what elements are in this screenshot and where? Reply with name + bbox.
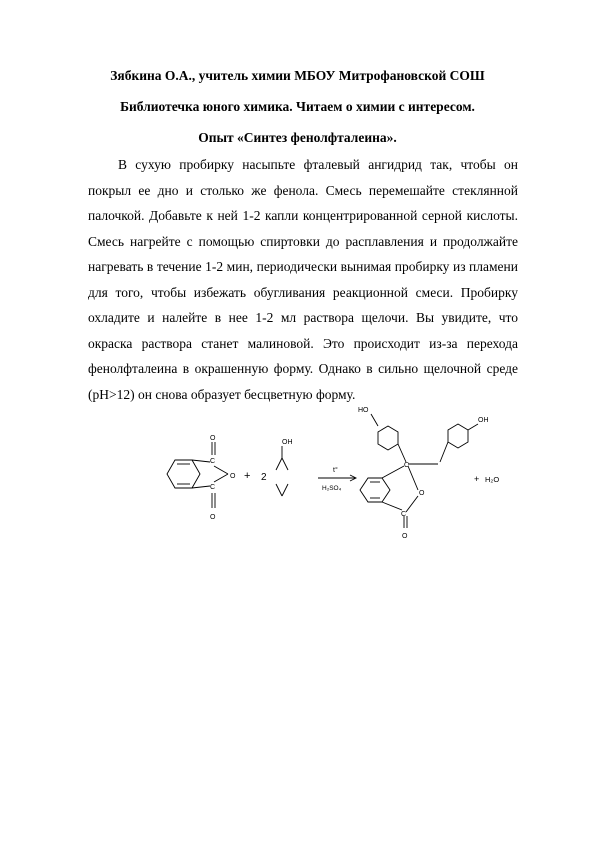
experiment-title: Опыт «Синтез фенолфталеина». — [198, 130, 397, 145]
arrow-condition-bottom: H₂SO₄ — [322, 485, 342, 492]
product-o-ring: O — [419, 490, 425, 497]
phenol-coefficient: 2 — [261, 472, 267, 483]
series-title: Библиотечка юного химика. Читаем о химии с интересом. — [120, 99, 475, 114]
anhydride-o-ring: O — [230, 473, 236, 480]
phenol-oh: OH — [282, 439, 293, 446]
water: H₂O — [485, 475, 500, 484]
instructions-paragraph: В сухую пробирку насыпьте фталевый ангидрид так, чтобы он покрыл ее дно и столько же фенола. Смесь перемешайте стеклянной палочкой. Добавьте к ней 1-2 капли концентрированной серной кислоты. Смесь нагрейте с помощью спиртовки до расплавления и продолжайте нагревать в течение 1-2 мин, периодически вынимая пробирку из пламени для того, чтобы избежать обугливания реакционной смеси. Пробирку охладите и налейте в нее 1-2 мл раствора щелочи. Вы увидите, что окраска раствора станет малиновой. Это происходит из-за перехода фенолфталеина в окрашенную форму. Однако в сильно щелочной среде (pH>12) он снова образует бесцветную форму. — [88, 157, 518, 402]
product-c-center: C — [404, 462, 410, 469]
author-line: Зябкина О.А., учитель химии МБОУ Митрофановской СОШ — [110, 68, 485, 83]
phenol-structure — [276, 446, 288, 496]
plus-sign-2: + — [474, 474, 480, 484]
anhydride-o-bottom: O — [210, 514, 216, 521]
product-oh-right: OH — [478, 417, 489, 424]
anhydride-o-top: O — [210, 435, 216, 442]
product-o-carbonyl: O — [402, 533, 408, 540]
phenolphthalein-structure — [360, 414, 478, 528]
phthalic-anhydride-structure — [167, 442, 228, 508]
anhydride-c-top: C — [210, 458, 216, 465]
product-oh-left: HO — [358, 407, 369, 414]
arrow-condition-top: t° — [333, 467, 338, 474]
product-c-carbonyl: C — [401, 511, 407, 518]
anhydride-c-bottom: C — [210, 484, 216, 491]
reaction-scheme — [140, 398, 540, 548]
plus-sign-1: + — [244, 470, 251, 482]
reaction-arrow — [318, 475, 356, 481]
